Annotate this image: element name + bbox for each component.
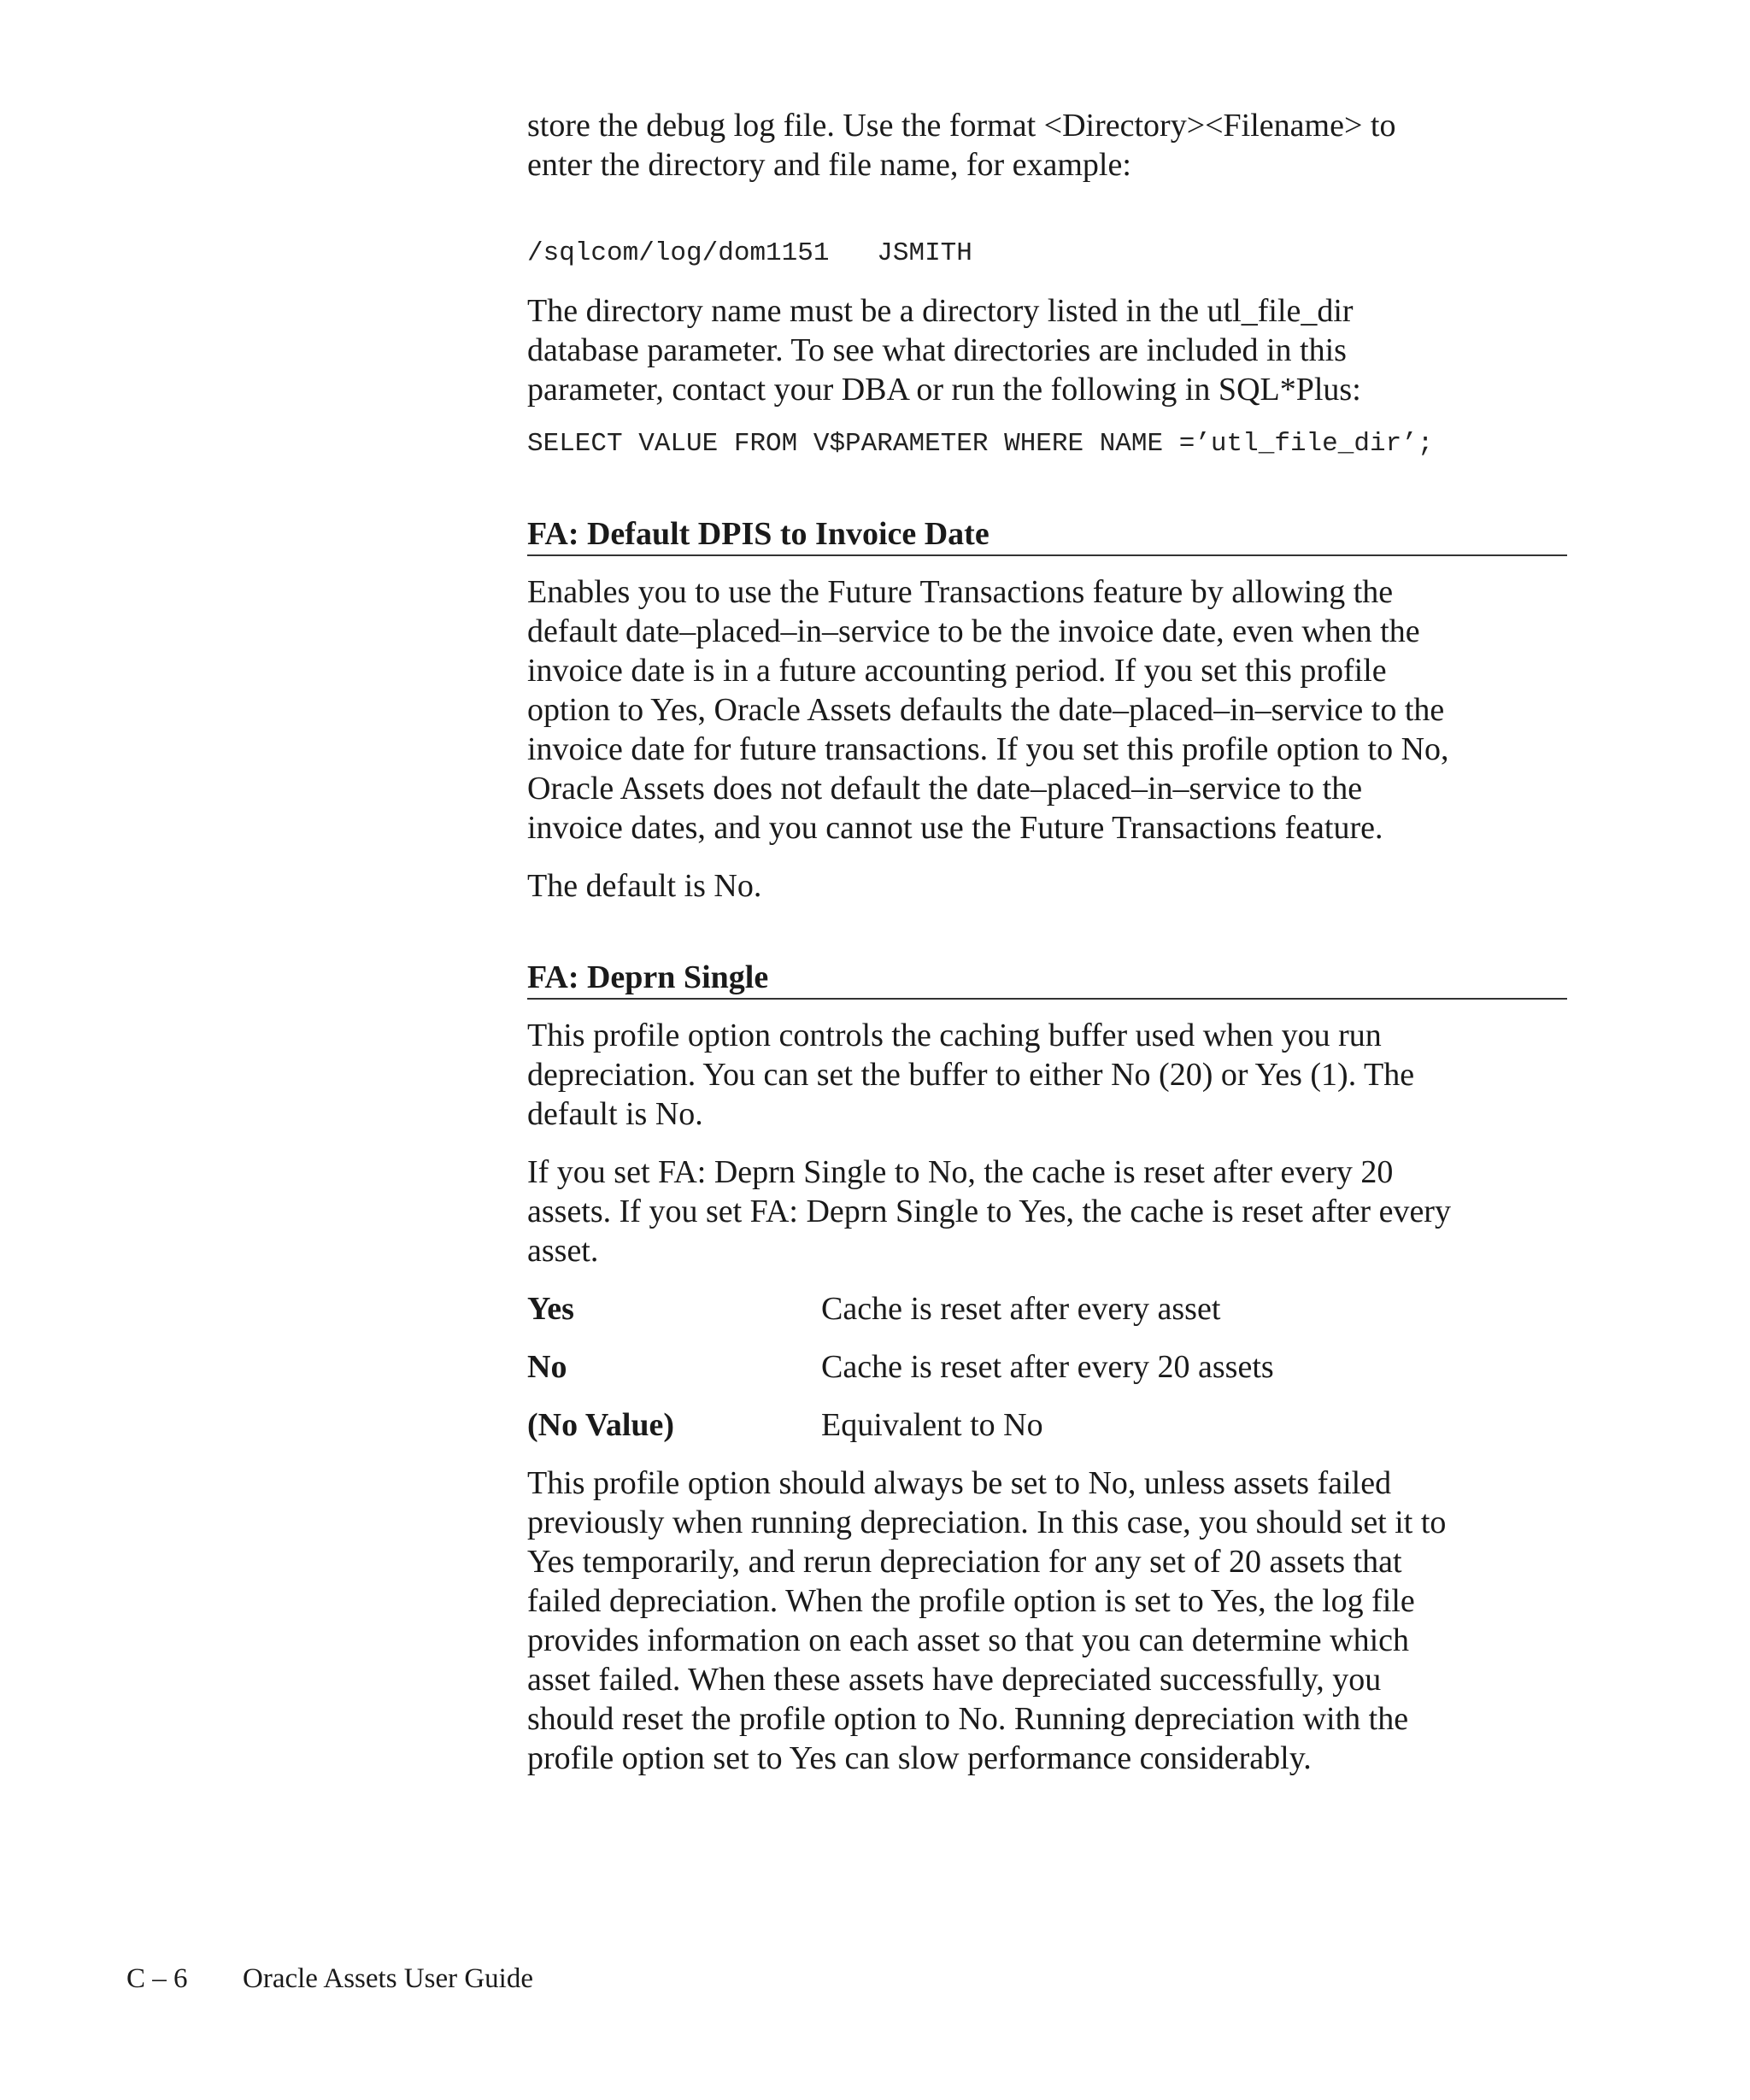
deprn-description-paragraph <box>527 1016 1567 1134</box>
deprn-recommendation-paragraph <box>527 1464 1567 1778</box>
utl-file-dir-paragraph <box>527 291 1567 409</box>
text-line: default is No. <box>527 1096 703 1132</box>
text-line: invoice date for future transactions. If you set this profile option to No, <box>527 731 1449 767</box>
text-line: Yes temporarily, and rerun depreciation for any set of 20 assets that <box>527 1544 1402 1580</box>
text-line: option to Yes, Oracle Assets defaults the date–placed–in–service to the <box>527 692 1445 728</box>
code-example-path: /sqlcom/log/dom1151 JSMITH <box>527 238 972 268</box>
text-line: store the debug log file. Use the format <Directory><Filename> to <box>527 108 1396 144</box>
text-line: parameter, contact your DBA or run the following in SQL*Plus: <box>527 372 1361 408</box>
text-line: database parameter. To see what directories are included in this <box>527 332 1347 368</box>
definition-description: Equivalent to No <box>821 1407 1043 1443</box>
code-example-sql: SELECT VALUE FROM V$PARAMETER WHERE NAME =’utl_file_dir’; <box>527 429 1434 459</box>
text-line: default date–placed–in–service to be the invoice date, even when the <box>527 613 1420 649</box>
dpis-default-paragraph: The default is No. <box>527 868 762 904</box>
definition-term: Yes <box>527 1291 574 1327</box>
text-line: failed depreciation. When the profile option is set to Yes, the log file <box>527 1583 1415 1619</box>
definition-row <box>527 1289 1567 1329</box>
text-line: This profile option controls the caching buffer used when you run <box>527 1018 1382 1053</box>
definition-row <box>527 1347 1567 1387</box>
text-line: previously when running depreciation. In this case, you should set it to <box>527 1505 1447 1540</box>
text-line: provides information on each asset so that you can determine which <box>527 1622 1410 1658</box>
definition-list <box>527 1289 1567 1445</box>
text-line: invoice dates, and you cannot use the Future Transactions feature. <box>527 810 1383 846</box>
definition-term: No <box>527 1349 567 1385</box>
text-line: The directory name must be a directory listed in the utl_file_dir <box>527 293 1354 329</box>
text-line: If you set FA: Deprn Single to No, the cache is reset after every 20 <box>527 1154 1394 1190</box>
dpis-description-paragraph <box>527 572 1567 848</box>
text-line: invoice date is in a future accounting period. If you set this profile <box>527 653 1387 689</box>
text-line: should reset the profile option to No. Running depreciation with the <box>527 1701 1409 1737</box>
definition-term: (No Value) <box>527 1407 675 1443</box>
text-line: profile option set to Yes can slow performance considerably. <box>527 1740 1312 1776</box>
intro-paragraph <box>527 106 1567 185</box>
text-line: This profile option should always be set to No, unless assets failed <box>527 1465 1392 1501</box>
text-line: asset. <box>527 1233 599 1269</box>
deprn-cache-paragraph <box>527 1153 1567 1270</box>
section-heading-deprn-single: FA: Deprn Single <box>527 958 1567 1000</box>
definition-description: Cache is reset after every asset <box>821 1291 1221 1327</box>
page-body <box>527 106 1567 1778</box>
text-line: Oracle Assets does not default the date–placed–in–service to the <box>527 771 1363 807</box>
definition-description: Cache is reset after every 20 assets <box>821 1349 1274 1385</box>
book-title: Oracle Assets User Guide <box>243 1963 533 1994</box>
text-line: depreciation. You can set the buffer to either No (20) or Yes (1). The <box>527 1057 1415 1093</box>
text-line: enter the directory and file name, for example: <box>527 147 1131 183</box>
page-number: C – 6 <box>126 1963 188 1994</box>
definition-row <box>527 1405 1567 1445</box>
text-line: Enables you to use the Future Transactions feature by allowing the <box>527 574 1394 610</box>
text-line: assets. If you set FA: Deprn Single to Yes, the cache is reset after every <box>527 1194 1451 1229</box>
section-heading-dpis: FA: Default DPIS to Invoice Date <box>527 514 1567 556</box>
text-line: asset failed. When these assets have depreciated successfully, you <box>527 1662 1382 1698</box>
page-footer <box>126 1962 533 1996</box>
